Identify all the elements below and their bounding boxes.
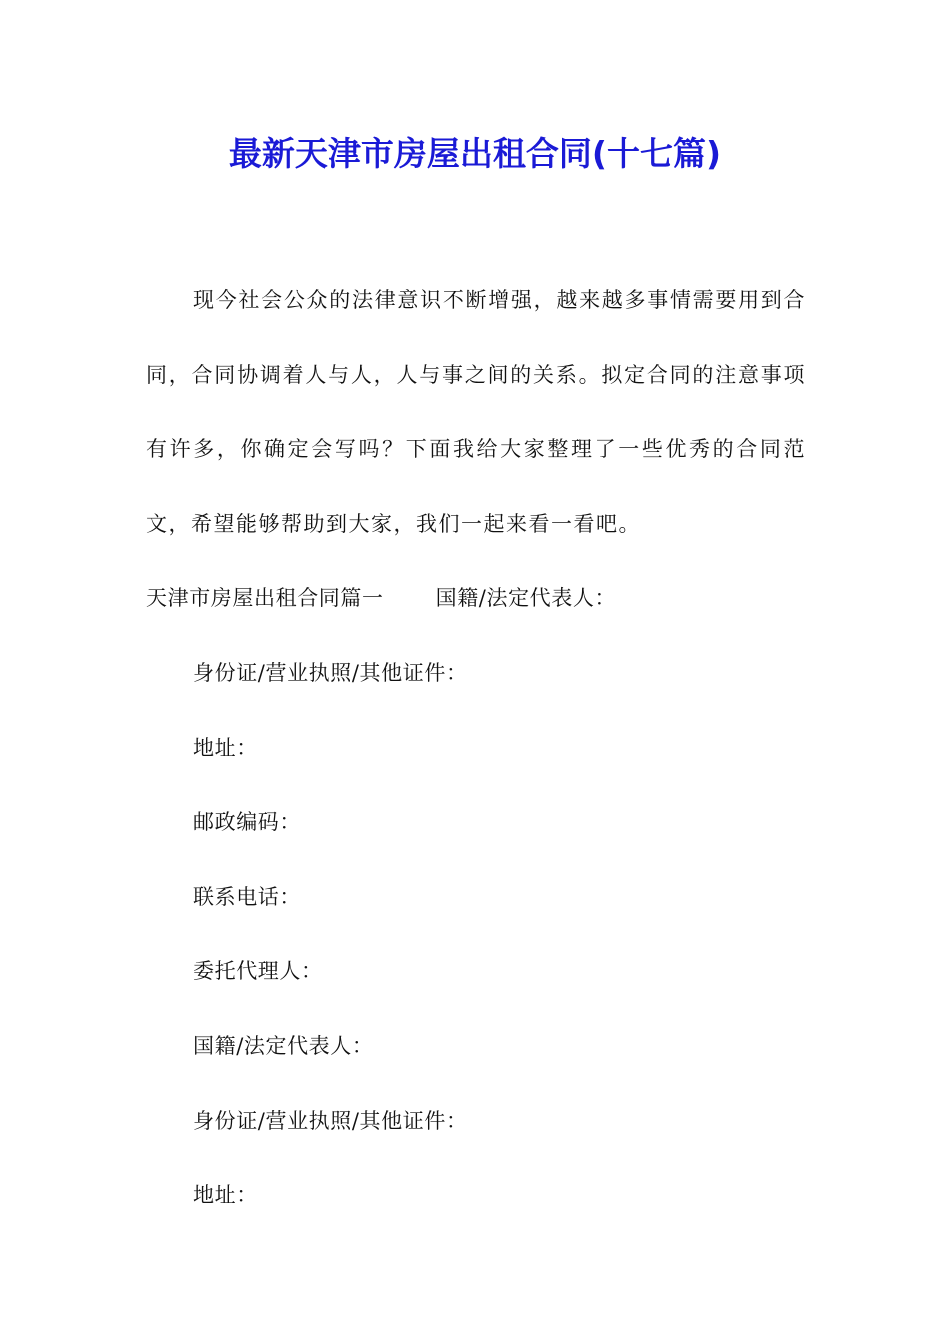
field-phone: 联系电话： — [193, 884, 301, 909]
intro-paragraph: 现今社会公众的法律意识不断增强，越来越多事情需要用到合同，合同协调着人与人，人与事之间的关系。拟定合同的注意事项有许多，你确定会写吗？下面我给大家整理了一些优秀的合同范文，希望能够帮助到大家，我们一起来看一看吧。 — [146, 288, 806, 536]
field-address-2: 地址： — [193, 1183, 258, 1208]
section-first-field: 国籍/法定代表人： — [435, 586, 617, 611]
field-nationality: 国籍/法定代表人： — [193, 1033, 374, 1058]
section-heading-line — [146, 561, 806, 636]
field-id-document: 身份证/营业执照/其他证件： — [193, 660, 468, 685]
field-id-document-2: 身份证/营业执照/其他证件： — [193, 1108, 468, 1133]
section-heading: 天津市房屋出租合同篇一 — [146, 586, 384, 611]
field-address: 地址： — [193, 735, 258, 760]
document-body — [146, 263, 806, 1233]
field-postal-code: 邮政编码： — [193, 810, 301, 835]
document-title: 最新天津市房屋出租合同(十七篇) — [228, 134, 722, 173]
field-agent: 委托代理人： — [193, 959, 323, 984]
